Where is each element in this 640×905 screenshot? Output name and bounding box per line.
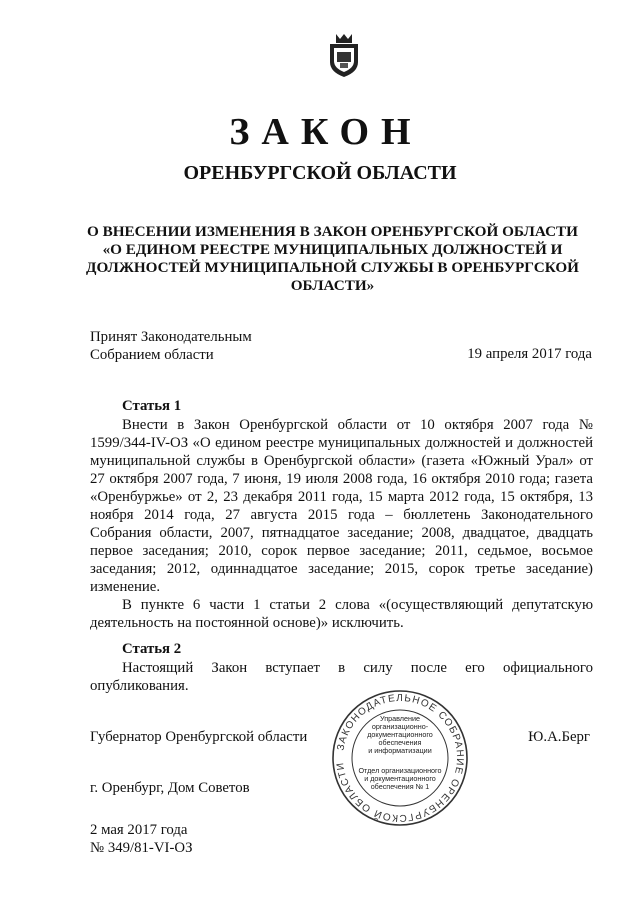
adoption-date: 19 апреля 2017 года xyxy=(467,346,592,362)
region-name: ОРЕНБУРГСКОЙ ОБЛАСТИ xyxy=(183,162,457,184)
article-2-paragraph-1: Настоящий Закон вступает в силу после его официального опубликования. xyxy=(90,660,593,694)
signatory-position: Губернатор Оренбургской области xyxy=(90,729,308,745)
orenburg-coat-of-arms-icon xyxy=(322,32,366,78)
article-1-paragraph-2: В пункте 6 части 1 статьи 2 слова «(осуществляющий депутатскую деятельность на постоянной основе)» исключить. xyxy=(90,597,593,631)
stamp-line: и документационного xyxy=(364,774,436,783)
law-name-line: ДОЛЖНОСТЕЙ МУНИЦИПАЛЬНОЙ СЛУЖБЫ В ОРЕНБУРГСКОЙ xyxy=(86,259,579,276)
law-name-line: ОБЛАСТИ» xyxy=(290,277,375,294)
article-1-body xyxy=(90,416,593,632)
law-name-line: О ВНЕСЕНИИ ИЗМЕНЕНИЯ В ЗАКОН ОРЕНБУРГСКОЙ ОБЛАСТИ xyxy=(87,223,578,240)
document-number: № 349/81-VI-ОЗ xyxy=(90,840,193,856)
document-footer xyxy=(90,821,193,857)
stamp-line: обеспечения № 1 xyxy=(370,782,430,791)
stamp-line: обеспечения xyxy=(378,738,422,747)
law-name-line: «О ЕДИНОМ РЕЕСТРЕ МУНИЦИПАЛЬНЫХ ДОЛЖНОСТЕЙ И xyxy=(102,241,563,258)
stamp-line: и информатизации xyxy=(368,746,432,755)
signing-place: г. Оренбург, Дом Советов xyxy=(90,780,250,796)
document-date: 2 мая 2017 года xyxy=(90,822,188,838)
stamp-line: документационного xyxy=(367,730,433,739)
adoption-line-2: Собранием области xyxy=(90,347,214,363)
law-name xyxy=(70,223,595,295)
stamp-inner-text xyxy=(350,715,450,791)
article-1-paragraph-1: Внести в Закон Оренбургской области от 10 октября 2007 года № 1599/344-IV-ОЗ «О едином реестре муниципальных должностей и должностей муниципальной службы в Оренбургской области» (газета «Южный Урал» от 27 октября 2007 года, 7 июня, 19 июля 2008 года, 16 октября 2010 года; газета «Оренбуржье» от 2, 23 декабря 2011 года, 15 марта 2012 года, 15 октября, 13 ноября 2014 года, 27 августа 2015 года – бюллетень Законодательного Собрания области, 2007, пятнадцатое заседание; 2008, двадцатое, двадцать первое заседания; 2010, сорок первое заседание; 2011, седьмое, восьмое заседания; 2012, одиннадцатое заседание; 2015, сорок третье заседание) изменение. xyxy=(90,417,593,595)
article-1-heading: Статья 1 xyxy=(122,398,182,414)
stamp-line: Управление xyxy=(380,714,420,723)
stamp-line: Отдел организационного xyxy=(358,766,442,775)
stamp-line: организационно- xyxy=(371,722,429,731)
adoption-note xyxy=(90,328,252,364)
adoption-line-1: Принят Законодательным xyxy=(90,329,252,345)
article-2-heading: Статья 2 xyxy=(122,641,182,657)
stamp-ring-text: ЗАКОНОДАТЕЛЬНОЕ СОБРАНИЕ ОРЕНБУРГСКОЙ ОБЛАСТИ xyxy=(335,692,466,824)
document-title: ЗАКОН xyxy=(229,111,423,153)
official-stamp xyxy=(330,688,470,828)
signatory-name: Ю.А.Берг xyxy=(528,729,590,745)
